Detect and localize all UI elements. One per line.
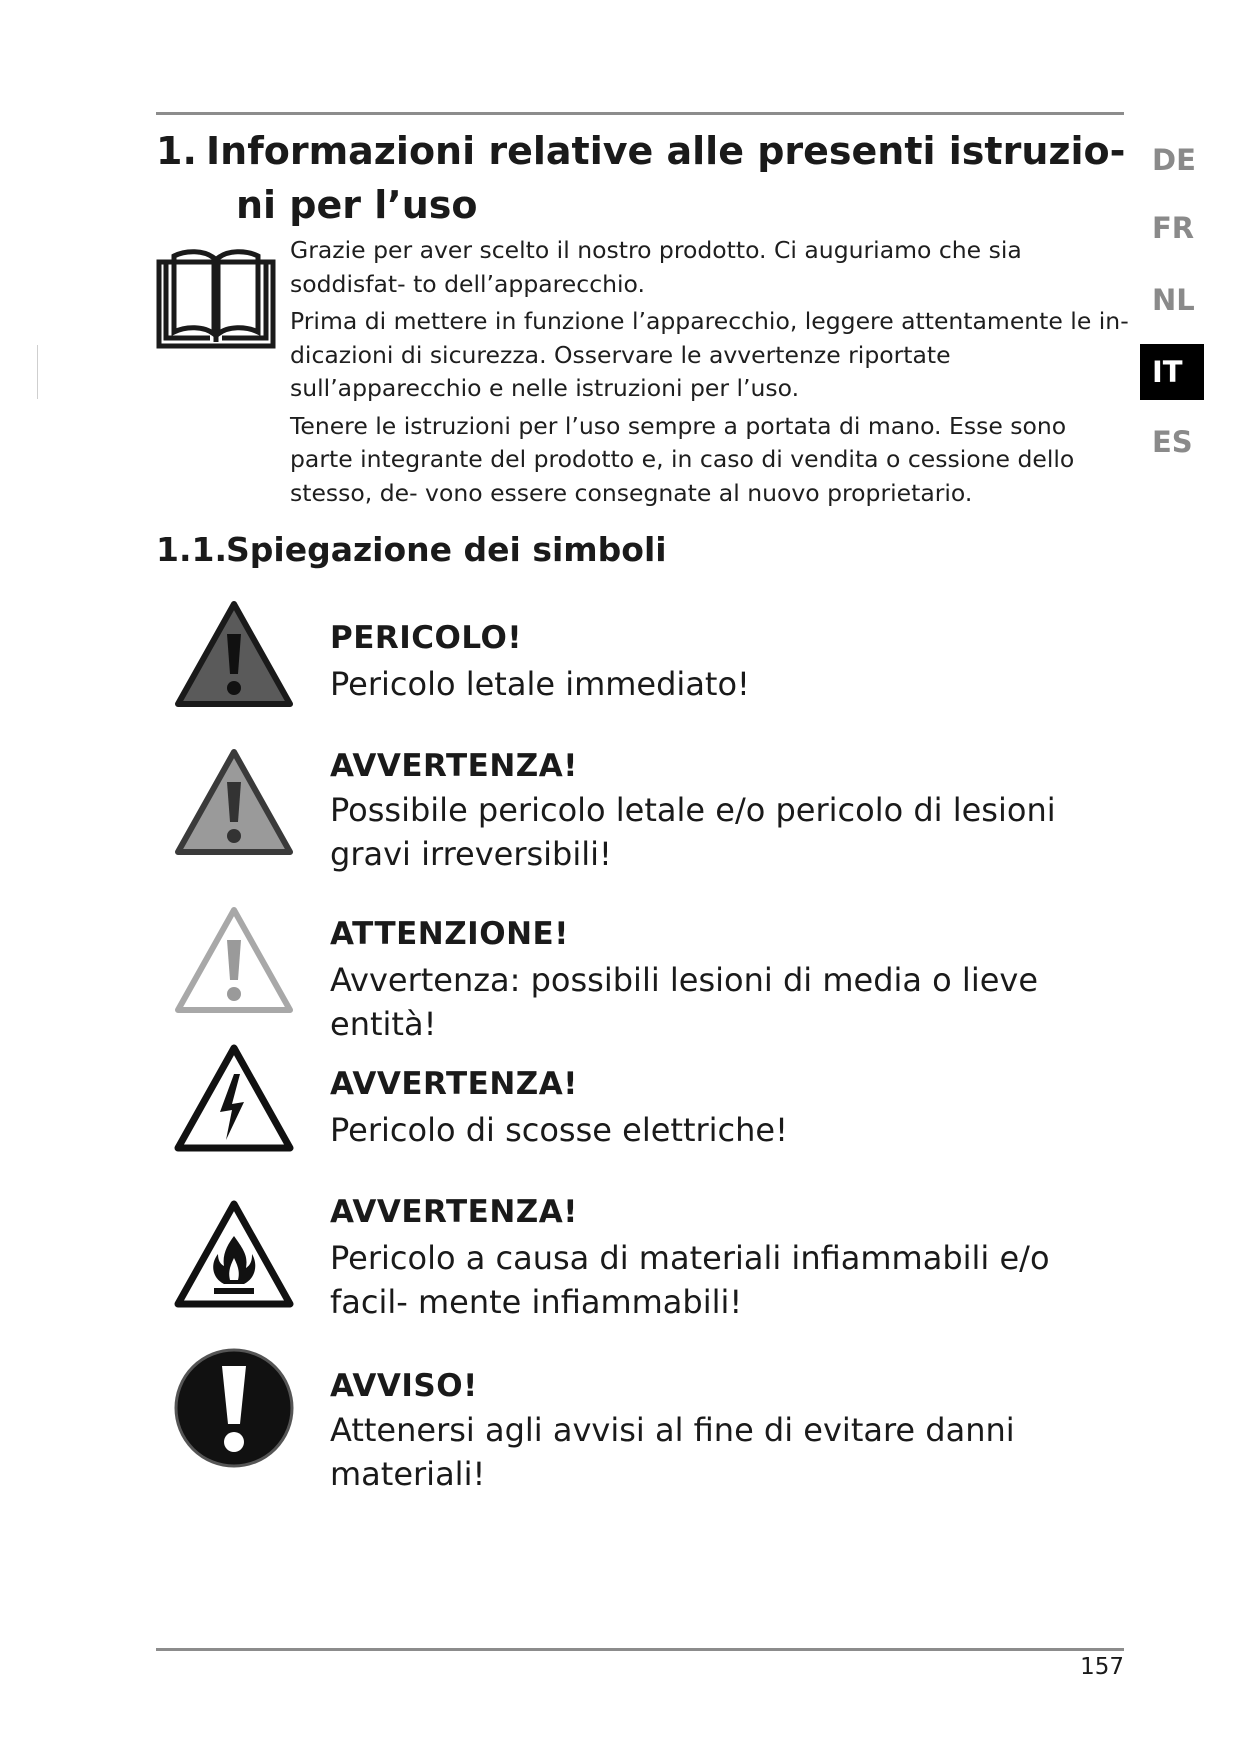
language-tab-fr[interactable]: FR xyxy=(1152,211,1195,245)
intro-paragraph: Tenere le istruzioni per l’uso sempre a portata di mano. Esse sono parte integrante del prodotto e, in caso di vendita o cessione dello stesso, de- vono essere consegnate al nuovo proprietario. xyxy=(290,411,1075,507)
symbol-description: Avvertenza: possibili lesioni di media o lieve entità! xyxy=(330,961,1039,1043)
symbol-description: Pericolo a causa di materiali infiammabili e/o facil- mente infiammabili! xyxy=(330,1239,1050,1321)
bottom-rule xyxy=(156,1648,1124,1651)
symbol-title: AVVERTENZA! xyxy=(330,1066,578,1102)
electric-shock-icon xyxy=(172,1040,296,1164)
section-title-line1: Informazioni relative alle presenti istruzio- xyxy=(206,129,1126,173)
language-tab-de[interactable]: DE xyxy=(1152,143,1196,177)
flammable-icon xyxy=(172,1196,296,1320)
subsection-title: Spiegazione dei simboli xyxy=(226,530,667,569)
top-rule xyxy=(156,112,1124,115)
manual-book-icon xyxy=(156,246,276,350)
intro-paragraph: Grazie per aver scelto il nostro prodotto. Ci auguriamo che sia soddisfat- to dell’apparecchio. xyxy=(290,236,1022,298)
margin-mark xyxy=(37,345,38,399)
intro-paragraph: Prima di mettere in funzione l’apparecchio, leggere attentamente le in- dicazioni di sicurezza. Osservare le avvertenze riportate sull’apparecchio e nelle istruzioni per l’uso. xyxy=(290,307,1129,402)
symbol-description: Pericolo letale immediato! xyxy=(330,665,750,703)
symbol-title: AVVERTENZA! xyxy=(330,748,578,784)
warning-triangle-icon xyxy=(172,744,296,868)
symbol-title: ATTENZIONE! xyxy=(330,916,569,952)
subsection-number: 1.1. xyxy=(156,530,227,569)
language-tab-nl[interactable]: NL xyxy=(1152,283,1195,317)
danger-triangle-icon xyxy=(172,596,296,720)
symbol-title: PERICOLO! xyxy=(330,620,523,656)
symbol-description: Attenersi agli avvisi al fine di evitare danni materiali! xyxy=(330,1411,1015,1493)
caution-triangle-icon xyxy=(172,902,296,1026)
page-number: 157 xyxy=(1080,1654,1124,1680)
symbol-title: AVVISO! xyxy=(330,1368,478,1404)
language-tab-es[interactable]: ES xyxy=(1152,425,1193,459)
language-tab-it[interactable]: IT xyxy=(1140,344,1204,400)
intro-text xyxy=(290,234,1130,514)
section-title-line2: ni per l’uso xyxy=(236,183,478,227)
subsection-heading xyxy=(156,528,667,572)
symbol-title: AVVERTENZA! xyxy=(330,1194,578,1230)
section-number: 1. xyxy=(156,129,197,173)
symbol-description: Pericolo di scosse elettriche! xyxy=(330,1111,788,1149)
symbol-description: Possibile pericolo letale e/o pericolo di lesioni gravi irreversibili! xyxy=(330,791,1056,873)
notice-exclamation-icon xyxy=(172,1346,296,1470)
